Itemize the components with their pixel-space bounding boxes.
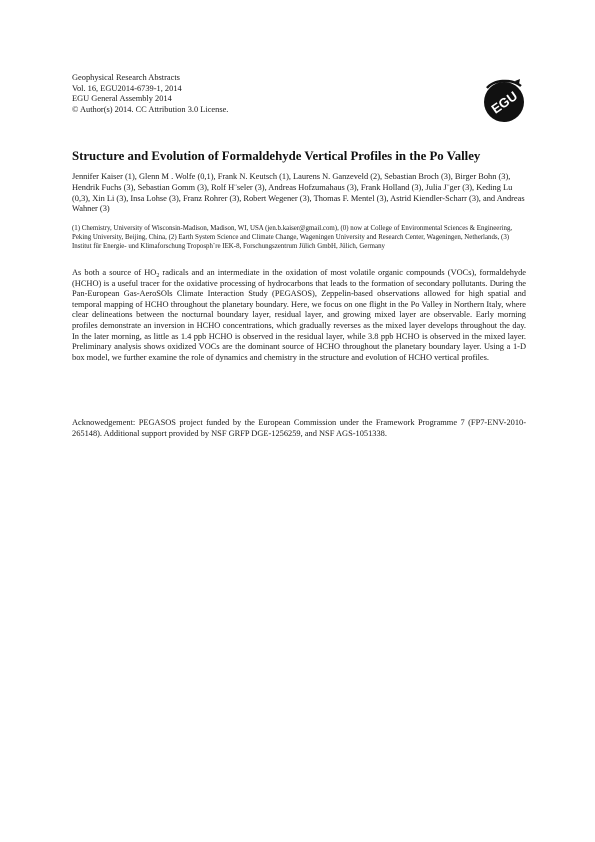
abstract-subscript: 2 <box>156 273 160 279</box>
acknowledgement: Acknowedgement: PEGASOS project funded by the European Commission under the Framework Programme 7 (FP7-ENV-2010-265148). Additional support provided by NSF GRFP DGE-1256259, and NSF AGS-1051338. <box>72 418 526 438</box>
assembly-info: EGU General Assembly 2014 <box>72 94 172 104</box>
header-meta <box>72 73 228 115</box>
license-info: © Author(s) 2014. CC Attribution 3.0 License. <box>72 104 229 114</box>
volume-info: Vol. 16, EGU2014-6739-1, 2014 <box>72 83 182 93</box>
author-list: Jennifer Kaiser (1), Glenn M . Wolfe (0,1), Frank N. Keutsch (1), Laurens N. Ganzeveld (2), Sebastian Broch (3), Birger Bohn (3), Hendrik Fuchs (3), Sebastian Gomm (3), Rolf H¨seler (3), Andreas Hofzumahaus (3), Frank Holland (3), Julia J¨ger (3), Keding Lu (0,3), Xin Li (3), Insa Lohse (3), Franz Rohrer (3), Robert Wegener (3), Thomas F. Mentel (3), Astrid Kiendler-Scharr (3), and Andreas Wahner (3) <box>72 172 525 214</box>
egu-logo-text: EGU <box>488 88 521 117</box>
abstract-body <box>72 268 526 363</box>
abstract-lead: As both a source of HO <box>72 268 157 277</box>
affiliations: (1) Chemistry, University of Wisconsin-Madison, Madison, WI, USA (jen.b.kaiser@gmail.com), (0) now at College of Environmental Sciences & Engineering, Peking University, Beijing, China, (2) Earth System Science and Climate Change, Wageningen University and Research Center, Wageningen, Netherlands, (3) Institut für Energie- und Klimaforschung Troposph¨re IEK-8, Forschungszentrum Jülich GmbH, Jülich, Germany <box>72 225 513 250</box>
paper-title: Structure and Evolution of Formaldehyde Vertical Profiles in the Po Valley <box>72 149 481 163</box>
journal-name: Geophysical Research Abstracts <box>72 73 180 82</box>
abstract-rest: radicals and an intermediate in the oxidation of most volatile organic compounds (VOCs), formaldehyde (HCHO) is a useful tracer for the oxidative processing of hydrocarbons that leads to the formation of secondary pollutants. During the Pan-European Gas-AeroSOls Climate Interaction Study (PEGASOS), Zeppelin-based observations allowed for high spatial and temporal mapping of HCHO throughout the planetary boundary. Here, we focus on one flight in the Po Valley in Northern Italy, where clear delineations between the nocturnal boundary layer, residual layer, and growing mixed layer are observable. Early morning profiles demonstrate an inversion in HCHO concentrations, which gradually reverses as the mixed layer develops throughout the day. In the later morning, as little as 1.4 ppb HCHO is observed in the residual layer, while 3.8 ppb HCHO is observed in the mixed layer. Preliminary analysis shows oxidized VOCs are the dominant source of HCHO throughout the planetary boundary layer. Using a 1-D box model, we further examine the role of dynamics and chemistry in the structure and evolution of HCHO vertical profiles. <box>72 268 526 362</box>
egu-logo <box>481 78 527 124</box>
